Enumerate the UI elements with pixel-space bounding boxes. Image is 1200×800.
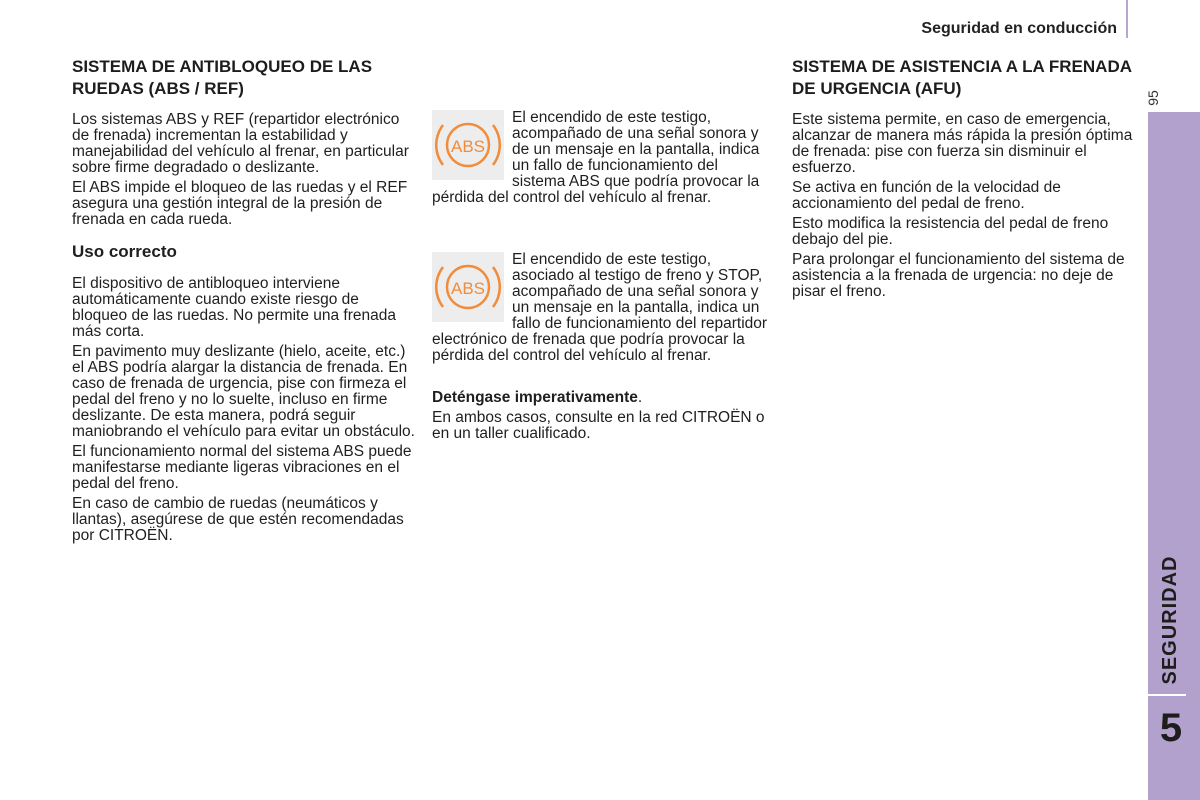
abs-ref-section (72, 56, 417, 548)
ref-warning-block (432, 252, 772, 364)
warning-lights-section (432, 110, 772, 446)
abs-warning-block (432, 110, 772, 206)
chapter-tab-label: SEGURIDAD (1159, 555, 1181, 685)
header-divider (1126, 0, 1128, 38)
stop-instruction (432, 390, 772, 406)
afu-title: SISTEMA DE ASISTENCIA A LA FRENADA DE URGENCIA (AFU) (792, 57, 1132, 98)
stop-instruction-bold: Deténgase imperativamente (432, 389, 638, 406)
chapter-tab-divider (1148, 694, 1186, 696)
abs-ref-title: SISTEMA DE ANTIBLOQUEO DE LAS RUEDAS (ABS / REF) (72, 57, 373, 98)
ref-warning-text: El encendido de este testigo, asociado al testigo de freno y STOP, acompañado de una señal sonora y un mensaje en la pantalla, indica un fallo de funcionamiento del repartidor electrónico de frenada que podría provocar la pérdida del control del vehículo al frenar. (432, 251, 768, 364)
chapter-number: 5 (1159, 706, 1183, 750)
abs-icon-text: ABS (450, 279, 486, 298)
abs-warning-light-icon (432, 110, 504, 180)
stop-instruction-tail: . (637, 389, 643, 406)
abs-warning-light-icon (432, 252, 504, 322)
consult-network-text: En ambos casos, consulte en la red CITROËN o en un taller cualificado. (432, 409, 765, 442)
abs-ref-intro-paragraph: Los sistemas ABS y REF (repartidor electrónico de frenada) incrementan la estabilidad y manejabilidad del vehículo al frenar, en particular sobre firme degradado o deslizante. (72, 111, 409, 176)
correct-use-paragraph: El funcionamiento normal del sistema ABS puede manifestarse mediante ligeras vibraciones en el pedal del freno. (72, 443, 412, 492)
afu-paragraph: Para prolongar el funcionamiento del sistema de asistencia a la frenada de urgencia: no deje de pisar el freno. (792, 251, 1125, 300)
correct-use-heading: Uso correcto (72, 242, 177, 261)
correct-use-paragraph: En pavimento muy deslizante (hielo, aceite, etc.) el ABS podría alargar la distancia de frenada. En caso de frenada de urgencia, pise con firmeza el pedal del freno y no lo suelte, incluso en firme deslizante. De esta manera, podrá seguir maniobrando el vehículo para evitar un obstáculo. (72, 343, 415, 440)
section-title: Seguridad en conducción (921, 20, 1117, 37)
correct-use-paragraph: En caso de cambio de ruedas (neumáticos y llantas), asegúrese de que estén recomendadas por CITROËN. (72, 495, 404, 544)
afu-paragraph: Este sistema permite, en caso de emergencia, alcanzar de manera más rápida la presión óptima de frenada: pise con fuerza sin disminuir el esfuerzo. (792, 111, 1133, 176)
afu-paragraph: Se activa en función de la velocidad de accionamiento del pedal de freno. (792, 179, 1061, 212)
abs-warning-text: El encendido de este testigo, acompañado de una señal sonora y de un mensaje en la pantalla, indica un fallo de funcionamiento del sistema ABS que podría provocar la pérdida del control del vehículo al frenar. (432, 109, 760, 206)
afu-paragraph: Esto modifica la resistencia del pedal de freno debajo del pie. (792, 215, 1109, 248)
abs-icon-text: ABS (450, 137, 486, 156)
abs-ref-function-paragraph: El ABS impide el bloqueo de las ruedas y el REF asegura una gestión integral de la presión de frenada en cada rueda. (72, 179, 408, 228)
page-number: 95 (1145, 90, 1161, 106)
afu-section (792, 56, 1137, 304)
correct-use-paragraph: El dispositivo de antibloqueo interviene automáticamente cuando existe riesgo de bloqueo de las ruedas. No permite una frenada más corta. (72, 275, 396, 340)
